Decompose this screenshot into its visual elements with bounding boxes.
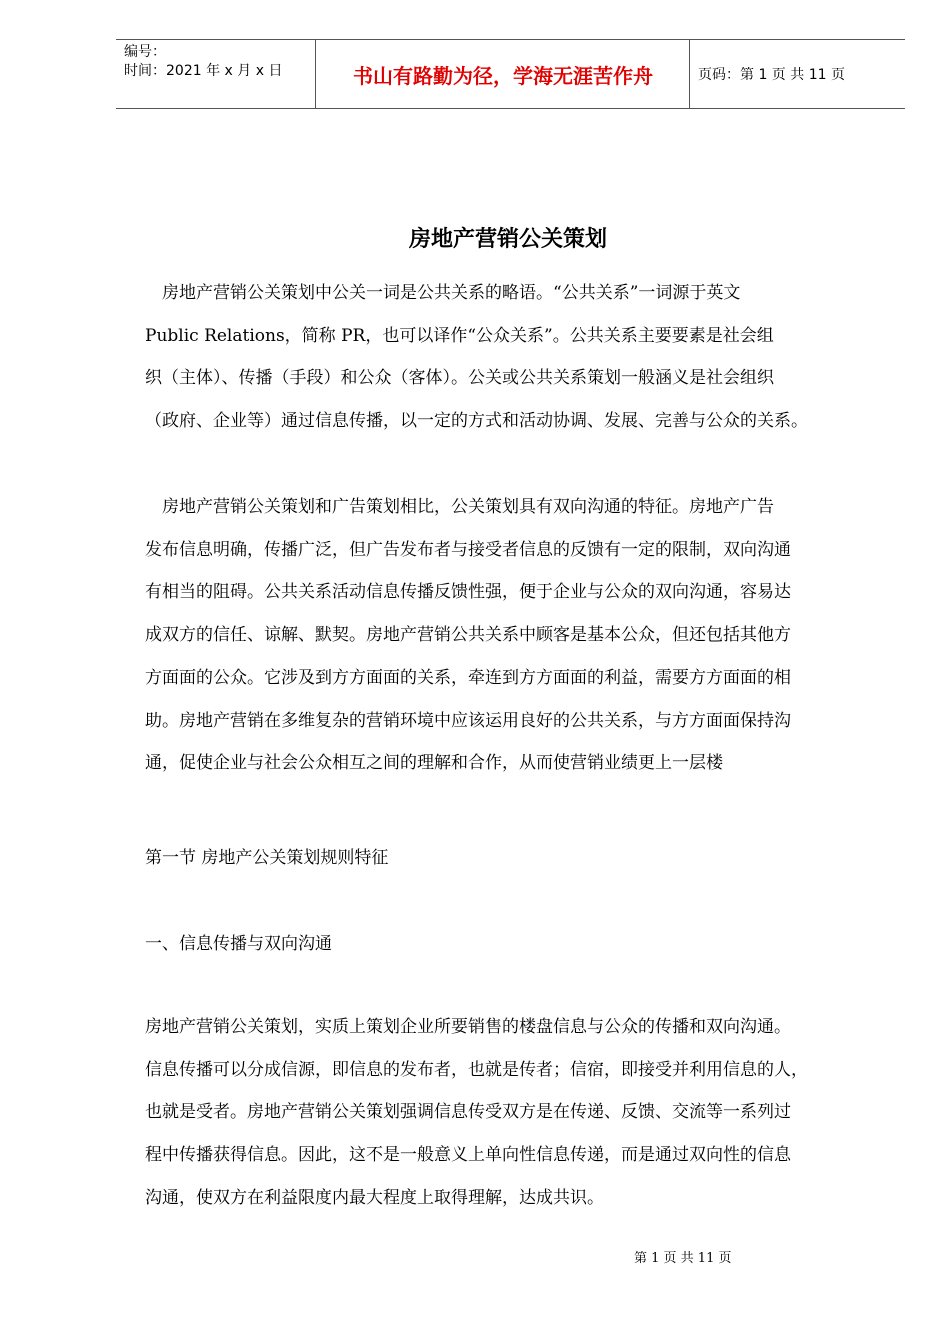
paragraph-line: 信息传播可以分成信源，即信息的发布者，也就是传者；信宿，即接受并利用信息的人， [145,1059,808,1080]
subsection-heading: 一、信息传播与双向沟通 [145,934,332,954]
paragraph-line: 沟通，使双方在利益限度内最大程度上取得理解，达成共识。 [145,1187,604,1208]
document-title: 房地产营销公关策划 [408,226,607,252]
paragraph-line: 房地产营销公关策划和广告策划相比，公关策划具有双向沟通的特征。房地产广告 [145,497,774,517]
paragraph-line: Public Relations，简称 PR，也可以译作“公众关系”。公共关系主要要素是社会组 [145,325,774,346]
page-footer: 第 1 页 共 11 页 [634,1251,732,1266]
section-heading: 第一节 房地产公关策划规则特征 [145,848,389,868]
paragraph-line: 程中传播获得信息。因此，这不是一般意义上单向性信息传递，而是通过双向性的信息 [145,1145,791,1166]
paragraph-line: 织（主体）、传播（手段）和公众（客体）。公关或公共关系策划一般涵义是社会组织 [145,368,774,389]
header-page-info: 页码：第 1 页 共 11 页 [698,67,845,83]
paragraph-comparison [145,486,885,785]
paragraph-line: 有相当的阻碍。公共关系活动信息传播反馈性强，便于企业与公众的双向沟通，容易达 [145,582,791,603]
header-meta [124,43,314,81]
paragraph-line: 发布信息明确，传播广泛，但广告发布者与接受者信息的反馈有一定的限制，双向沟通 [145,539,791,560]
paragraph-line: 也就是受者。房地产营销公关策划强调信息传受双方是在传递、反馈、交流等一系列过 [145,1102,791,1123]
paragraph-line: 通，促使企业与社会公众相互之间的理解和合作，从而使营销业绩更上一层楼 [145,753,723,774]
header-divider [689,40,690,108]
page-header [116,39,905,109]
paragraph-line: 成双方的信任、谅解、默契。房地产营销公共关系中顾客是基本公众，但还包括其他方 [145,625,791,646]
paragraph-intro [145,272,885,443]
paragraph-information [145,1006,885,1220]
paragraph-line: 助。房地产营销在多维复杂的营销环境中应该运用良好的公共关系，与方方面面保持沟 [145,710,791,731]
paragraph-line: 房地产营销公关策划，实质上策划企业所要销售的楼盘信息与公众的传播和双向沟通。 [145,1017,791,1037]
header-divider [315,40,316,108]
paragraph-line: （政府、企业等）通过信息传播，以一定的方式和活动协调、发展、完善与公众的关系。 [145,411,808,432]
paragraph-line: 方面面的公众。它涉及到方方面面的关系，牵连到方方面面的利益，需要方方面面的相 [145,667,791,688]
paragraph-line: 房地产营销公关策划中公关一词是公共关系的略语。“公共关系”一词源于英文 [145,283,741,303]
document-time-label: 时间：2021 年 x 月 x 日 [124,63,283,79]
header-motto: 书山有路勤为径，学海无涯苦作舟 [353,63,653,88]
document-number-label: 编号： [124,44,166,60]
